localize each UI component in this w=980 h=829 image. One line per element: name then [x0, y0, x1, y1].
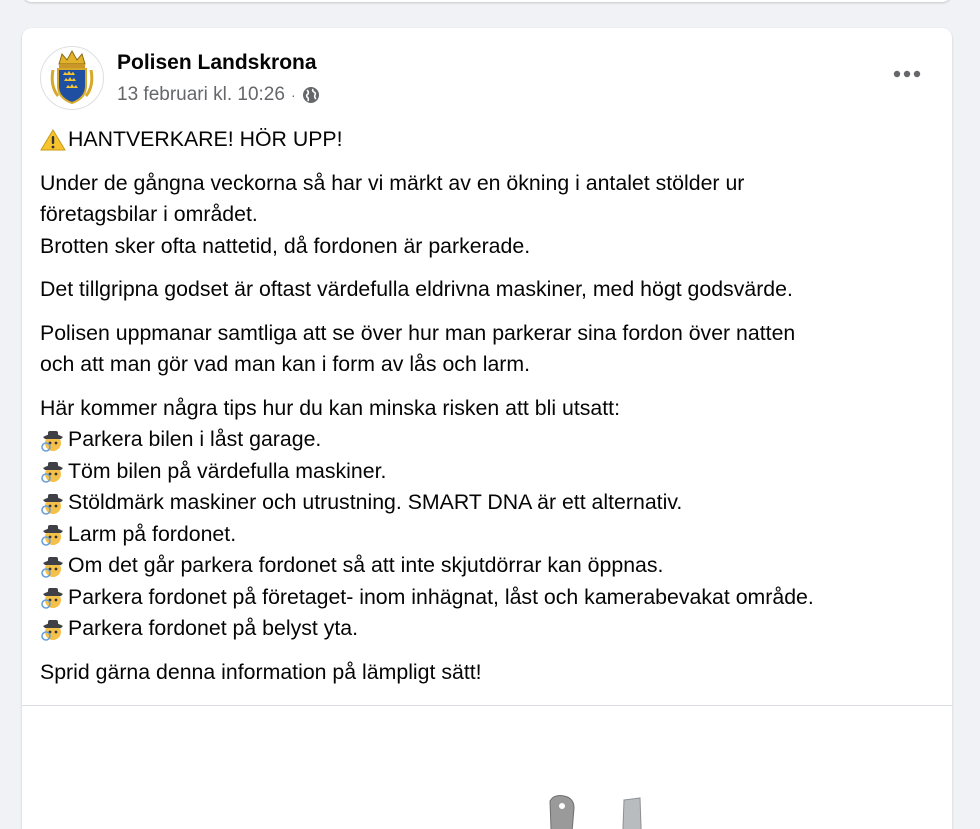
detective-icon [40, 552, 68, 580]
post-card [22, 28, 952, 829]
tip-text: Parkera fordonet på företaget- inom inhägnat, låst och kamerabevakat område. [68, 584, 814, 609]
closing-text: Sprid gärna denna information på lämpligt sätt! [40, 659, 482, 684]
warning-icon [40, 126, 68, 154]
detective-icon [40, 489, 68, 517]
tools-image [22, 706, 952, 829]
post-image[interactable] [22, 706, 952, 829]
paragraph-2: Det tillgripna godset är oftast värdefulla eldrivna maskiner, med högt godsvärde. [40, 277, 793, 301]
paragraph-1 [40, 168, 935, 263]
tips-intro: Här kommer några tips hur du kan minska risken att bli utsatt: [40, 395, 620, 420]
paragraph-1-line-1: Under de gångna veckorna så har vi märkt av en ökning i antalet stölder ur [40, 170, 745, 195]
headline-text: HANTVERKARE! HÖR UPP! [68, 127, 343, 151]
headline-line [40, 124, 935, 156]
tip-item [40, 582, 935, 614]
tip-text: Stöldmärk maskiner och utrustning. SMART DNA är ett alternativ. [68, 490, 683, 514]
detective-icon [40, 520, 68, 548]
post-header [22, 28, 952, 118]
detective-icon [40, 457, 68, 485]
previous-post-card [22, 0, 952, 2]
detective-icon [40, 426, 68, 454]
paragraph-3 [40, 318, 935, 381]
tip-text: Töm bilen på värdefulla maskiner. [68, 458, 387, 483]
post-timestamp[interactable]: 13 februari kl. 10:26 [117, 84, 285, 105]
more-options-button[interactable] [892, 64, 922, 84]
more-options-icon [893, 70, 921, 78]
detective-icon [40, 615, 68, 643]
paragraph-3-line-1: Polisen uppmanar samtliga att se över hur man parkerar sina fordon över natten [40, 320, 796, 345]
tips-list [40, 393, 935, 645]
tip-item [40, 550, 935, 582]
tip-text: Parkera fordonet på belyst yta. [68, 616, 359, 640]
tip-item [40, 519, 935, 551]
tip-item [40, 424, 935, 456]
tip-item [40, 613, 935, 645]
tip-item [40, 456, 935, 488]
tip-text: Larm på fordonet. [68, 521, 237, 546]
post-meta [117, 84, 320, 106]
tip-text: Om det går parkera fordonet så att inte skjutdörrar kan öppnas. [68, 553, 664, 577]
post-body [40, 124, 935, 700]
tip-item [40, 487, 935, 519]
detective-icon [40, 583, 68, 611]
police-crest-icon [44, 48, 100, 108]
tip-text: Parkera bilen i låst garage. [68, 427, 322, 451]
paragraph-1-line-3: Brotten sker ofta nattetid, då fordonen är parkerade. [40, 233, 531, 258]
page-avatar[interactable] [40, 46, 104, 110]
paragraph-1-line-2: företagsbilar i området. [40, 202, 258, 226]
meta-separator: · [290, 87, 296, 103]
page-name[interactable]: Polisen Landskrona [117, 51, 317, 74]
paragraph-3-line-2: och att man gör vad man kan i form av lås och larm. [40, 352, 531, 376]
globe-icon [302, 86, 320, 104]
